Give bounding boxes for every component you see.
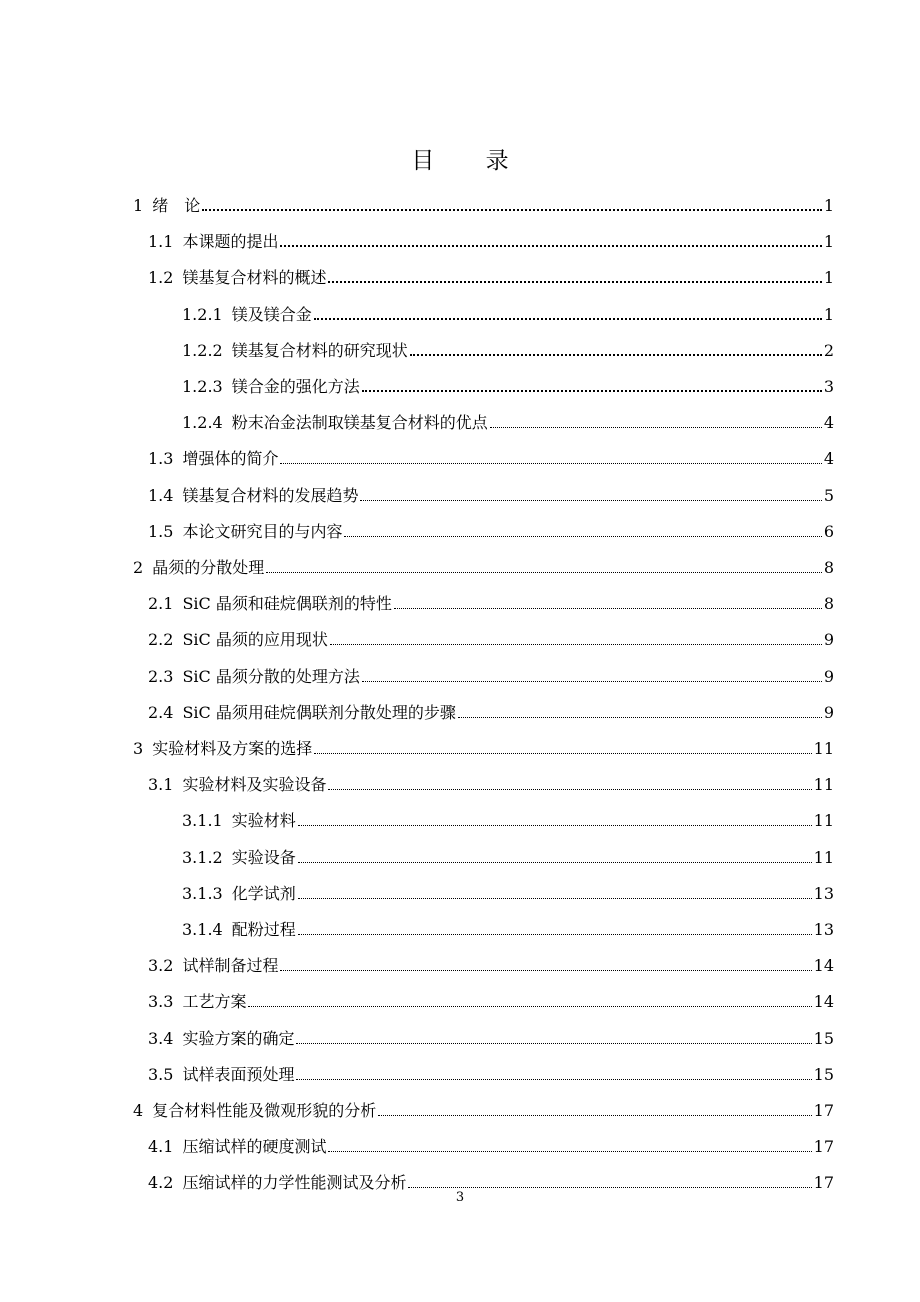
toc-entry-number: 3	[133, 739, 144, 758]
toc-entry-number: 2.1	[148, 594, 174, 614]
toc-entry-label	[148, 522, 342, 542]
toc-entry-label	[182, 305, 312, 325]
toc-entry-page: 11	[813, 847, 834, 867]
toc-entry[interactable]	[148, 506, 834, 542]
toc-leader-dots	[344, 534, 821, 537]
toc-leader-dots	[298, 932, 812, 935]
toc-leader-dots	[266, 570, 822, 573]
toc-entry-number: 1.2.2	[182, 340, 223, 360]
toc-entry-page: 14	[813, 956, 834, 976]
toc-entry[interactable]	[133, 723, 834, 759]
toc-leader-dots	[410, 352, 822, 356]
toc-entry[interactable]	[182, 325, 834, 361]
toc-entry-label	[182, 811, 296, 831]
toc-leader-dots	[362, 679, 822, 682]
toc-leader-dots	[394, 606, 822, 609]
toc-entry[interactable]	[133, 180, 834, 216]
toc-entry-title: 试样表面预处理	[182, 1064, 295, 1084]
toc-leader-dots	[408, 1185, 811, 1188]
toc-entry-label	[148, 449, 278, 469]
toc-entry-number: 2.4	[148, 702, 174, 722]
toc-entry-label	[182, 413, 488, 433]
toc-leader-dots	[280, 461, 821, 464]
toc-entry-page: 15	[813, 1064, 834, 1084]
toc-entry[interactable]	[148, 1013, 834, 1049]
toc-entry-page: 17	[813, 1101, 834, 1120]
toc-entry-number: 4.2	[148, 1173, 174, 1193]
page-title: 目 录	[411, 148, 531, 174]
toc-entry-title: 实验材料及实验设备	[182, 775, 327, 795]
toc-leader-dots	[298, 860, 812, 863]
toc-entry-number: 4.1	[148, 1137, 174, 1157]
toc-entry-number: 1.5	[148, 521, 174, 541]
toc-entry-label	[148, 486, 358, 506]
toc-entry-page: 1	[823, 304, 834, 324]
toc-entry-number: 3.5	[148, 1064, 174, 1084]
toc-entry-title: 实验材料及方案的选择	[152, 739, 313, 758]
toc-entry-page: 11	[813, 775, 834, 795]
toc-leader-dots	[458, 715, 822, 718]
toc-entry-number: 3.3	[148, 992, 174, 1012]
toc-entry-title: 本课题的提出	[182, 232, 279, 252]
toc-entry[interactable]	[182, 868, 834, 904]
toc-entry-title: 镁合金的强化方法	[231, 377, 360, 396]
toc-entry-page: 5	[823, 485, 834, 505]
toc-entry-page: 15	[813, 1028, 834, 1048]
toc-entry-title: 镁基复合材料的发展趋势	[182, 485, 359, 505]
toc-entry[interactable]	[182, 289, 834, 325]
toc-entry[interactable]	[148, 940, 834, 976]
toc-entry[interactable]	[148, 470, 834, 506]
toc-entry-page: 2	[823, 340, 834, 360]
toc-entry[interactable]	[148, 578, 834, 614]
toc-leader-dots	[202, 207, 822, 211]
toc-entry[interactable]	[148, 433, 834, 469]
toc-entry-page: 11	[813, 739, 834, 758]
toc-entry[interactable]	[148, 1049, 834, 1085]
toc-entry-page: 9	[823, 666, 834, 686]
toc-entry-label	[148, 1029, 294, 1049]
toc-entry-label	[148, 1065, 294, 1085]
toc-entry-number: 3.1.2	[182, 847, 223, 867]
toc-entry[interactable]	[182, 795, 834, 831]
toc-leader-dots	[378, 1113, 811, 1116]
toc-entry-title: 实验方案的确定	[182, 1028, 295, 1048]
toc-entry-label	[148, 775, 326, 795]
toc-entry-number: 1	[133, 196, 144, 215]
toc-entry-number: 3.2	[148, 956, 174, 976]
toc-entry-page: 11	[813, 811, 834, 831]
toc-entry-page: 9	[823, 702, 834, 722]
toc-leader-dots	[314, 316, 822, 320]
toc-entry-title: SiC 晶须的应用现状	[182, 630, 328, 650]
toc-leader-dots	[248, 1004, 811, 1007]
toc-leader-dots	[362, 388, 822, 392]
toc-entry[interactable]	[148, 1157, 834, 1193]
toc-entry-title: 晶须的分散处理	[152, 558, 265, 577]
toc-entry-number: 1.1	[148, 232, 174, 252]
toc-entry-label	[133, 558, 264, 578]
toc-entry-number: 1.3	[148, 449, 174, 469]
toc-entry[interactable]	[182, 397, 834, 433]
toc-entry[interactable]	[148, 614, 834, 650]
toc-entry-title: SiC 晶须分散的处理方法	[182, 666, 360, 686]
toc-entry[interactable]	[182, 904, 834, 940]
toc-entry-label	[148, 232, 278, 252]
page-number: 3	[455, 1190, 465, 1205]
toc-entry-number: 2	[133, 558, 144, 577]
toc-leader-dots	[360, 498, 821, 501]
toc-entry-number: 3.4	[148, 1028, 174, 1048]
toc-leader-dots	[328, 1149, 811, 1152]
toc-entry[interactable]	[133, 1085, 834, 1121]
toc-entry-number: 2.3	[148, 666, 174, 686]
toc-entry-title: 复合材料性能及微观形貌的分析	[152, 1101, 377, 1120]
toc-entry[interactable]	[148, 687, 834, 723]
toc-entry-page: 4	[823, 449, 834, 469]
toc-entry-title: 镁基复合材料的概述	[182, 268, 327, 288]
toc-entry[interactable]	[148, 759, 834, 795]
toc-entry-title: SiC 晶须和硅烷偶联剂的特性	[182, 594, 392, 614]
toc-leader-dots	[328, 787, 811, 790]
toc-entry-title: 实验设备	[231, 847, 296, 867]
toc-entry-number: 1.2	[148, 268, 174, 288]
toc-entry-label	[133, 739, 312, 759]
toc-entry-page: 9	[823, 630, 834, 650]
toc-entry[interactable]	[148, 976, 834, 1012]
toc-entry-number: 2.2	[148, 630, 174, 650]
toc-leader-dots	[296, 1077, 811, 1080]
toc-entry[interactable]	[148, 252, 834, 288]
toc-entry[interactable]	[148, 216, 834, 252]
toc-entry-number: 1.4	[148, 485, 174, 505]
toc-entry-title: 绪 论	[152, 196, 201, 215]
toc-leader-dots	[328, 279, 821, 283]
toc-entry-title: 工艺方案	[182, 992, 247, 1012]
toc-entry-label	[148, 630, 328, 650]
toc-entry[interactable]	[182, 832, 834, 868]
toc-entry-title: 配粉过程	[231, 920, 296, 939]
toc-entry-label	[148, 594, 392, 614]
toc-entry-page: 8	[823, 594, 834, 614]
toc-entry[interactable]	[182, 361, 834, 397]
toc-entry-label	[182, 848, 296, 868]
toc-entry-number: 3.1	[148, 775, 174, 795]
toc-entry-label	[182, 884, 296, 904]
toc-entry-page: 3	[823, 377, 834, 396]
toc-entry-number: 1.2.3	[182, 377, 223, 396]
toc-entry-title: 压缩试样的硬度测试	[182, 1137, 327, 1157]
toc-leader-dots	[298, 823, 812, 826]
toc-entry-title: 试样制备过程	[182, 956, 279, 976]
toc-entry[interactable]	[148, 1121, 834, 1157]
toc-entry-page: 17	[813, 1137, 834, 1157]
toc-entry-page: 6	[823, 521, 834, 541]
toc-entry-title: 粉末冶金法制取镁基复合材料的优点	[231, 413, 488, 433]
toc-entry-title: 本论文研究目的与内容	[182, 521, 343, 541]
toc-entry-label	[133, 196, 200, 216]
toc-entry-label	[148, 956, 278, 976]
toc-entry-page: 1	[823, 268, 834, 288]
toc-entry-label	[182, 920, 296, 940]
toc-entry-label	[148, 703, 456, 723]
toc-entry-page: 1	[823, 196, 834, 215]
toc-entry-page: 13	[813, 920, 834, 939]
toc-entry-number: 3.1.3	[182, 883, 223, 903]
toc-entry-title: 增强体的简介	[182, 449, 279, 469]
toc-leader-dots	[314, 751, 811, 754]
toc-entry-page: 14	[813, 992, 834, 1012]
toc-leader-dots	[298, 896, 812, 899]
toc-entry-title: 化学试剂	[231, 883, 296, 903]
toc-entry-title: 镁基复合材料的研究现状	[231, 340, 408, 360]
toc-entry-number: 3.1.1	[182, 811, 223, 831]
toc-entry[interactable]	[133, 542, 834, 578]
toc-entry-label	[182, 377, 360, 397]
toc-leader-dots	[330, 642, 822, 645]
toc-entry-page: 17	[813, 1173, 834, 1193]
toc-entry-label	[148, 667, 360, 687]
toc-entry-label	[148, 992, 246, 1012]
toc-entry-number: 4	[133, 1101, 144, 1120]
toc-entry-title: 实验材料	[231, 811, 296, 831]
toc-entry-title: 镁及镁合金	[231, 304, 312, 324]
toc-entry-label	[182, 341, 408, 361]
toc-entry-label	[148, 268, 326, 288]
toc-entry-page: 1	[823, 232, 834, 252]
toc-leader-dots	[280, 968, 811, 971]
toc-entry-number: 1.2.1	[182, 304, 223, 324]
toc-leader-dots	[280, 243, 821, 247]
toc-entry-number: 1.2.4	[182, 413, 223, 433]
toc-entry-label	[133, 1101, 376, 1121]
toc-entry[interactable]	[148, 651, 834, 687]
toc-entry-page: 4	[823, 413, 834, 433]
toc-leader-dots	[490, 425, 822, 428]
toc-entry-title: SiC 晶须用硅烷偶联剂分散处理的步骤	[182, 702, 456, 722]
toc-leader-dots	[296, 1041, 811, 1044]
toc-entry-title: 压缩试样的力学性能测试及分析	[182, 1173, 407, 1193]
toc-entry-page: 13	[813, 883, 834, 903]
toc-entry-page: 8	[823, 558, 834, 577]
toc-entry-number: 3.1.4	[182, 920, 223, 939]
toc-entry-label	[148, 1137, 326, 1157]
